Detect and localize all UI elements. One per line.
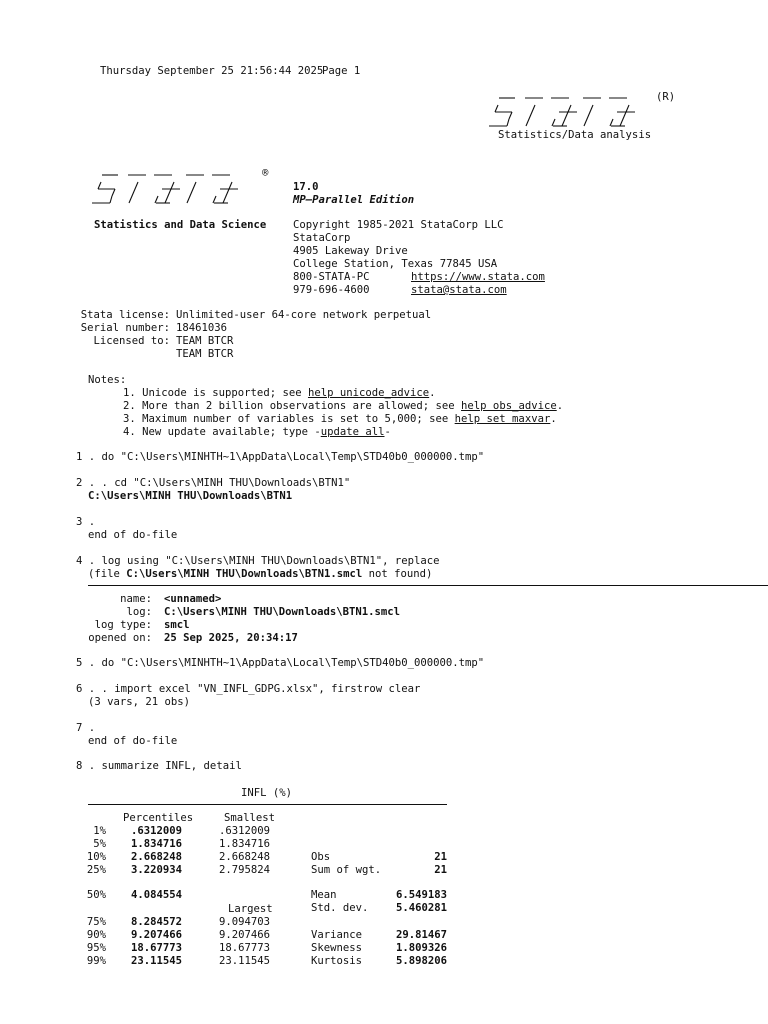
- percentile-label: 10%: [86, 851, 106, 863]
- note-3: 3. Maximum number of variables is set to 5,000; see help set maxvar.: [123, 413, 557, 425]
- percentile-value: 18.67773: [130, 942, 182, 954]
- licensed-to-label: Licensed to:: [93, 335, 170, 347]
- note-2: 2. More than 2 billion observations are allowed; see help obs_advice.: [123, 400, 564, 412]
- note-1-text: 1. Unicode is supported; see: [123, 387, 308, 399]
- log-path-value: C:\Users\MINH THU\Downloads\BTN1.smcl: [164, 606, 400, 618]
- command-2-output: C:\Users\MINH THU\Downloads\BTN1: [88, 490, 293, 502]
- percentile-label: 5%: [93, 838, 106, 850]
- log-name-label: name:: [120, 593, 152, 605]
- percentile-value: 3.220934: [130, 864, 182, 876]
- percentile-label: 50%: [86, 889, 106, 901]
- note-4-text: 4. New update available; type -: [123, 426, 321, 438]
- registered-mark-small: (R): [656, 91, 676, 103]
- extreme-value: 18.67773: [218, 942, 270, 954]
- company-name: StataCorp: [293, 232, 351, 244]
- command-8: 8 . summarize INFL, detail: [76, 760, 242, 772]
- percentile-value: 1.834716: [130, 838, 182, 850]
- stat-value: 5.898206: [395, 955, 447, 967]
- stat-label: Mean: [311, 889, 337, 901]
- command-7-output: end of do-file: [88, 735, 178, 747]
- largest-header: Largest: [228, 903, 273, 915]
- website-link[interactable]: https://www.stata.com: [411, 271, 545, 283]
- stat-value: 21: [434, 864, 447, 876]
- command-6-output: (3 vars, 21 obs): [88, 696, 191, 708]
- stat-value: 6.549183: [395, 889, 447, 901]
- percentile-label: 90%: [86, 929, 106, 941]
- edition-label: MP—Parallel Edition: [293, 194, 415, 206]
- licensed-to-line1: TEAM BTCR: [176, 335, 234, 347]
- smallest-header: Smallest: [224, 812, 276, 824]
- licensed-to-line2: TEAM BTCR: [176, 348, 234, 360]
- extreme-value: 2.795824: [218, 864, 270, 876]
- help-obs-advice-link[interactable]: help obs_advice: [461, 400, 557, 412]
- extreme-value: 9.094703: [218, 916, 270, 928]
- extreme-value: 23.11545: [218, 955, 270, 967]
- log-type-value: smcl: [164, 619, 190, 631]
- command-2: 2 . . cd "C:\Users\MINH THU\Downloads\BTN1": [76, 477, 351, 489]
- percentile-value: 9.207466: [130, 929, 182, 941]
- extreme-value: 2.668248: [218, 851, 270, 863]
- command-1: 1 . do "C:\Users\MINHTH~1\AppData\Local\Temp\STD40b0_000000.tmp": [76, 451, 485, 463]
- copyright: Copyright 1985-2021 StataCorp LLC: [293, 219, 504, 231]
- log-opened-label: opened on:: [88, 632, 152, 644]
- log-type-label: log type:: [94, 619, 152, 631]
- percentile-value: 8.284572: [130, 916, 182, 928]
- percentile-value: 2.668248: [130, 851, 182, 863]
- percentiles-header: Percentiles: [123, 812, 194, 824]
- extreme-value: .6312009: [218, 825, 270, 837]
- summary-divider: [88, 804, 447, 805]
- page-number: Page 1: [322, 65, 361, 77]
- note-1: 1. Unicode is supported; see help unicode_advice.: [123, 387, 436, 399]
- stat-label: Obs: [311, 851, 331, 863]
- summary-title: INFL (%): [241, 787, 293, 799]
- note-2-text: 2. More than 2 billion observations are allowed; see: [123, 400, 462, 412]
- update-all-link[interactable]: update all: [320, 426, 385, 438]
- percentile-label: 75%: [86, 916, 106, 928]
- command-7: 7 .: [76, 722, 96, 734]
- phone-sales: 800-STATA-PC: [293, 271, 370, 283]
- stat-label: Sum of wgt.: [311, 864, 382, 876]
- stat-value: 1.809326: [395, 942, 447, 954]
- note-3-text: 3. Maximum number of variables is set to 5,000; see: [123, 413, 455, 425]
- help-unicode-advice-link[interactable]: help unicode_advice: [307, 387, 430, 399]
- license-label: Stata license:: [80, 309, 170, 321]
- command-4-output: (file C:\Users\MINH THU\Downloads\BTN1.smcl not found): [88, 568, 433, 580]
- log-path-label: log:: [126, 606, 152, 618]
- log-name-value: <unnamed>: [164, 593, 222, 605]
- help-set-maxvar-link[interactable]: help set maxvar: [454, 413, 551, 425]
- command-6: 6 . . import excel "VN_INFL_GDPG.xlsx", firstrow clear: [76, 683, 421, 695]
- stat-value: 21: [434, 851, 447, 863]
- stat-value: 29.81467: [395, 929, 447, 941]
- stat-value: 5.460281: [395, 902, 447, 914]
- percentile-value: 4.084554: [130, 889, 182, 901]
- stat-label: Std. dev.: [311, 902, 369, 914]
- command-5: 5 . do "C:\Users\MINHTH~1\AppData\Local\Temp\STD40b0_000000.tmp": [76, 657, 485, 669]
- percentile-label: 25%: [86, 864, 106, 876]
- log-opened-value: 25 Sep 2025, 20:34:17: [164, 632, 298, 644]
- smcl-file-path: C:\Users\MINH THU\Downloads\BTN1.smcl: [126, 568, 363, 580]
- serial-label: Serial number:: [80, 322, 170, 334]
- extreme-value: 9.207466: [218, 929, 270, 941]
- command-3-output: end of do-file: [88, 529, 178, 541]
- email-link[interactable]: stata@stata.com: [411, 284, 507, 296]
- percentile-label: 1%: [93, 825, 106, 837]
- stat-label: Variance: [311, 929, 363, 941]
- log-divider: [88, 585, 768, 586]
- extreme-value: 1.834716: [218, 838, 270, 850]
- percentile-label: 95%: [86, 942, 106, 954]
- print-timestamp: Thursday September 25 21:56:44 2025: [100, 65, 324, 77]
- stat-label: Skewness: [311, 942, 363, 954]
- product-line: Statistics and Data Science: [94, 219, 267, 231]
- percentile-label: 99%: [86, 955, 106, 967]
- note-4: 4. New update available; type -update all-: [123, 426, 391, 438]
- percentile-value: 23.11545: [130, 955, 182, 967]
- stat-label: Kurtosis: [311, 955, 363, 967]
- phone-main: 979-696-4600: [293, 284, 370, 296]
- command-3: 3 .: [76, 516, 96, 528]
- stata-small-logo: [485, 96, 655, 128]
- stata-banner-logo: [88, 173, 263, 205]
- tagline: Statistics/Data analysis: [498, 129, 652, 141]
- license-value: Unlimited-user 64-core network perpetual: [176, 309, 432, 321]
- registered-mark: ®: [262, 167, 269, 179]
- percentile-value: .6312009: [130, 825, 182, 837]
- city-address: College Station, Texas 77845 USA: [293, 258, 498, 270]
- notes-title: Notes:: [88, 374, 127, 386]
- street-address: 4905 Lakeway Drive: [293, 245, 408, 257]
- serial-value: 18461036: [176, 322, 228, 334]
- command-4: 4 . log using "C:\Users\MINH THU\Downloads\BTN1", replace: [76, 555, 440, 567]
- version-number: 17.0: [293, 181, 319, 193]
